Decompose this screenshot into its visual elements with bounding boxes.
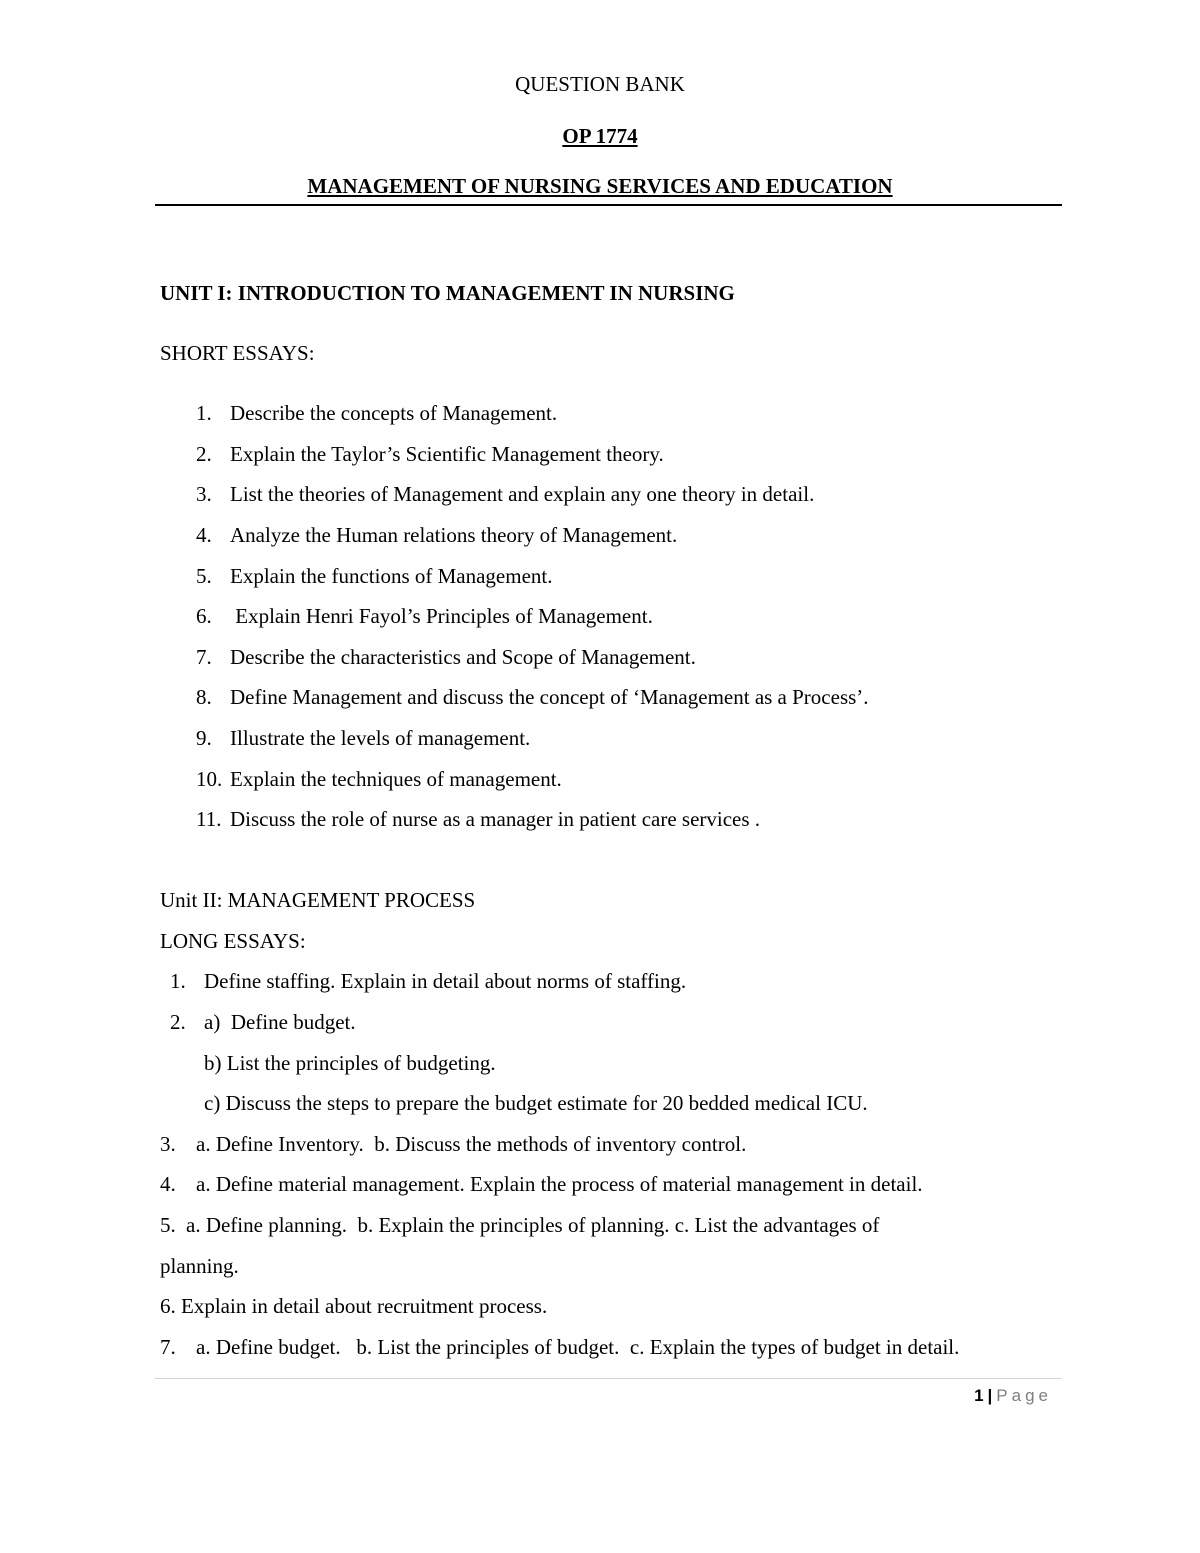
unit2-section-label: LONG ESSAYS:	[160, 929, 306, 953]
list-item: 9. Illustrate the levels of management.	[196, 726, 531, 750]
page-label: Page	[996, 1386, 1052, 1405]
list-item: 2. a) Define budget.	[170, 1010, 356, 1034]
list-item: 1. Describe the concepts of Management.	[196, 401, 558, 425]
list-item: 5. a. Define planning. b. Explain the principles of planning. c. List the advantages of	[160, 1213, 880, 1237]
unit1-heading: UNIT I: INTRODUCTION TO MANAGEMENT IN NURSING	[160, 281, 735, 305]
sub-item: c) Discuss the steps to prepare the budget estimate for 20 bedded medical ICU.	[204, 1091, 868, 1115]
list-item: 7. a. Define budget. b. List the principles of budget. c. Explain the types of budget in detail.	[160, 1335, 960, 1359]
list-item: 4. Analyze the Human relations theory of Management.	[196, 523, 678, 547]
list-item-continuation: planning.	[160, 1254, 239, 1278]
page-footer	[974, 1386, 1052, 1406]
list-item: 8. Define Management and discuss the concept of ‘Management as a Process’.	[196, 685, 869, 709]
document-title: QUESTION BANK	[515, 72, 685, 96]
list-item: 1. Define staffing. Explain in detail about norms of staffing.	[170, 969, 687, 993]
list-item: 6. Explain in detail about recruitment process.	[160, 1294, 548, 1318]
footer-separator: |	[987, 1386, 993, 1405]
unit1-section-label: SHORT ESSAYS:	[160, 341, 315, 365]
sub-item: b) List the principles of budgeting.	[204, 1051, 496, 1075]
list-item: 2. Explain the Taylor’s Scientific Management theory.	[196, 442, 664, 466]
subject-title: MANAGEMENT OF NURSING SERVICES AND EDUCATION	[307, 174, 893, 198]
list-item: 4. a. Define material management. Explain the process of material management in detail.	[160, 1172, 923, 1196]
unit2-heading: Unit II: MANAGEMENT PROCESS	[160, 888, 476, 912]
list-item: 3. List the theories of Management and explain any one theory in detail.	[196, 482, 815, 506]
page-number: 1	[974, 1386, 984, 1405]
list-item: 10. Explain the techniques of management.	[196, 767, 562, 791]
footer-rule	[155, 1378, 1062, 1379]
list-item: 11. Discuss the role of nurse as a manager in patient care services .	[196, 807, 761, 831]
course-code: OP 1774	[562, 124, 638, 148]
header-rule	[155, 204, 1062, 206]
list-item: 5. Explain the functions of Management.	[196, 564, 553, 588]
list-item: 6. Explain Henri Fayol’s Principles of Management.	[196, 604, 653, 628]
list-item: 7. Describe the characteristics and Scope of Management.	[196, 645, 696, 669]
list-item: 3. a. Define Inventory. b. Discuss the methods of inventory control.	[160, 1132, 747, 1156]
